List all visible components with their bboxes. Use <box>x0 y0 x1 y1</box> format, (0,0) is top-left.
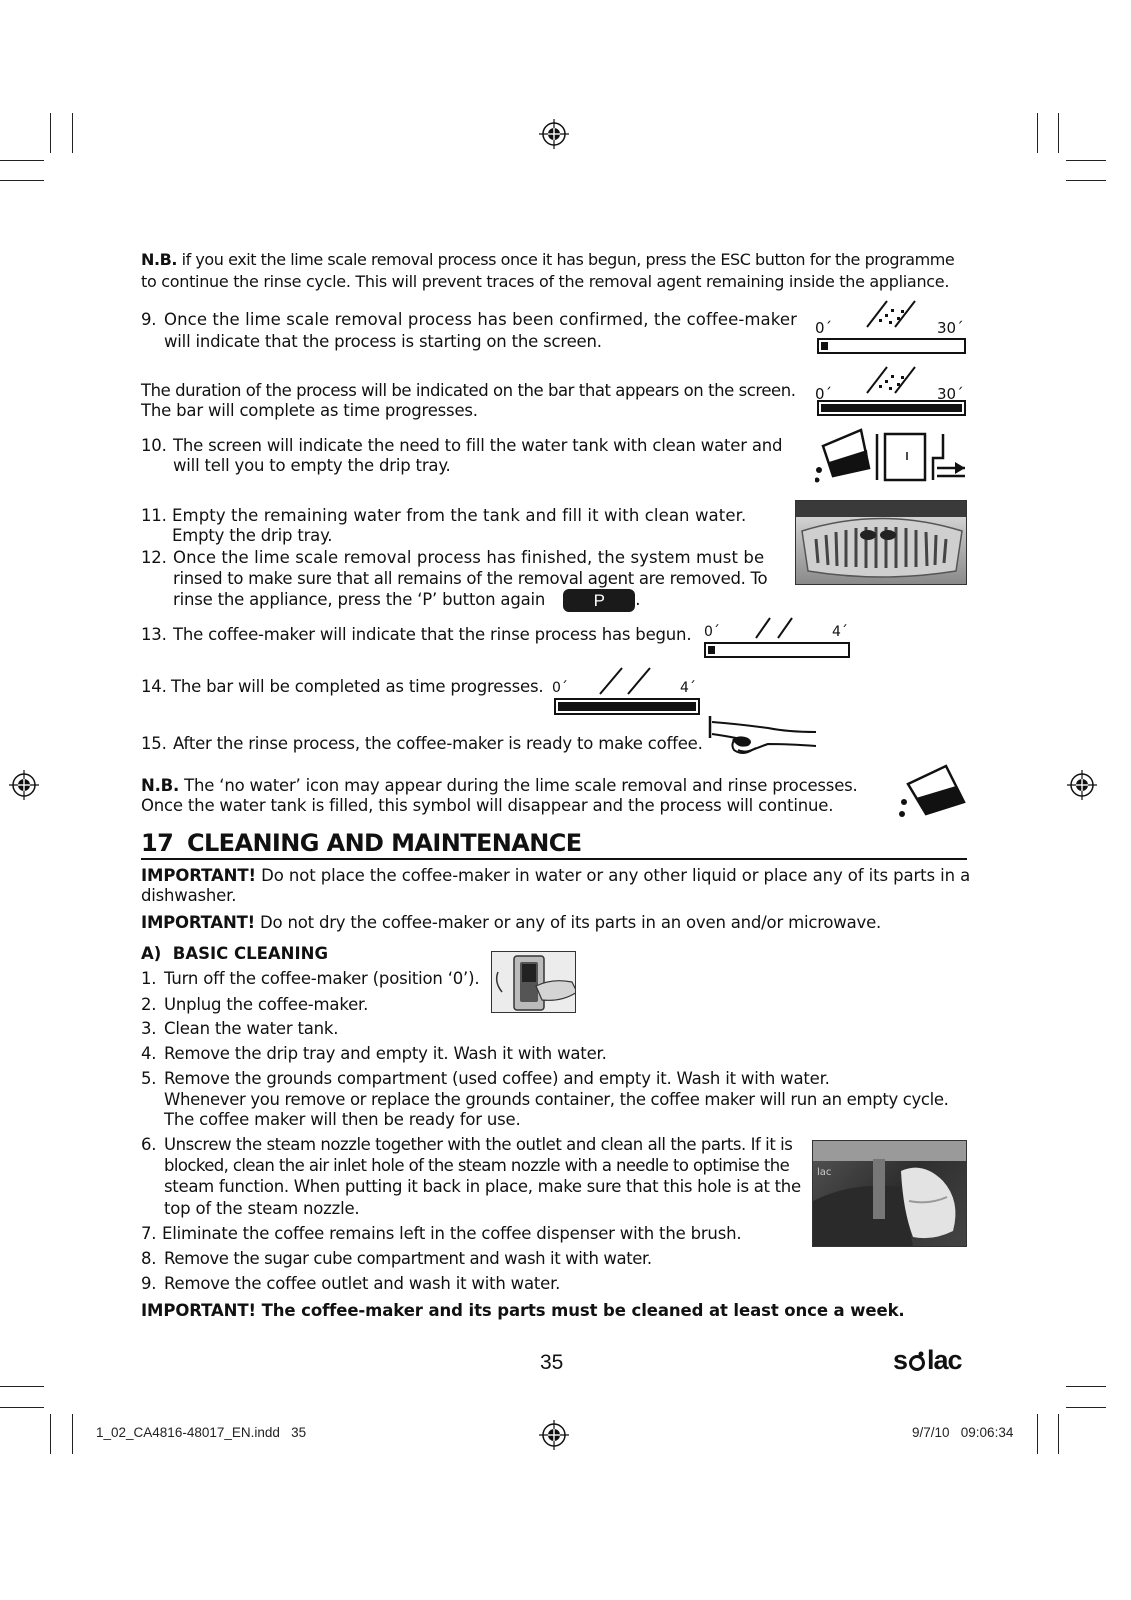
list-text: steam function. When putting it back in place, make sure that this hole is at the <box>164 1177 801 1196</box>
nb-text: The ‘no water’ icon may appear during the lime scale removal and rinse processes. <box>179 776 858 795</box>
step-text: Once the lime scale removal process has been confirmed, the coffee-maker <box>164 310 797 329</box>
section-title: CLEANING AND MAINTENANCE <box>186 829 582 857</box>
list-number: 2. <box>141 995 157 1014</box>
scale-start-label: 0´ <box>815 385 833 403</box>
important-text: Do not place the coffee-maker in water or any other liquid or place any of its parts in a <box>255 866 971 885</box>
footer-date: 9/7/10 09:06:34 <box>912 1425 1014 1440</box>
list-number: 7. <box>141 1224 157 1243</box>
water-tank-drip-tray-icon <box>815 428 967 484</box>
registration-mark-icon <box>539 119 569 149</box>
nb-top-line1 <box>141 249 954 270</box>
section-number: 17 <box>141 829 174 857</box>
list-text: Remove the grounds compartment (used coffee) and empty it. Wash it with water. <box>164 1069 830 1088</box>
important-text: Do not dry the coffee-maker or any of its parts in an oven and/or microwave. <box>254 913 882 932</box>
rinse-icon <box>704 614 852 642</box>
list-text: Remove the sugar cube compartment and wash it with water. <box>164 1249 652 1268</box>
list-text: Remove the drip tray and empty it. Wash it with water. <box>164 1044 607 1063</box>
no-water-icon <box>894 762 968 822</box>
step-number: 15. <box>141 734 167 753</box>
crop-mark <box>0 180 44 181</box>
list-text: Unscrew the steam nozzle together with the outlet and clean all the parts. If it is <box>164 1135 793 1154</box>
footer-file: 1_02_CA4816-48017_EN.indd 35 <box>96 1425 307 1440</box>
important-3: IMPORTANT! The coffee-maker and its parts must be cleaned at least once a week. <box>141 1301 905 1320</box>
important-1-line1 <box>141 865 970 886</box>
list-number: 9. <box>141 1274 157 1293</box>
crop-mark <box>72 1414 73 1454</box>
important-label: IMPORTANT! <box>141 913 255 932</box>
step-text: The bar will be completed as time progresses. <box>171 677 544 696</box>
progress-fill <box>821 342 828 350</box>
logo-o-icon <box>908 1350 926 1372</box>
step-text: The screen will indicate the need to fill the water tank with clean water and <box>173 436 783 455</box>
step-number: 13. <box>141 625 167 644</box>
step-text: rinse the appliance, press the ‘P’ button again <box>173 590 546 609</box>
list-text: blocked, clean the air inlet hole of the steam nozzle with a needle to optimise the <box>164 1156 790 1175</box>
nb-water-line1 <box>141 775 858 796</box>
basic-cleaning-title: A) BASIC CLEANING <box>141 944 328 963</box>
important-label: IMPORTANT! <box>141 866 256 885</box>
list-number: 8. <box>141 1249 157 1268</box>
list-text: top of the steam nozzle. <box>164 1199 360 1218</box>
crop-mark <box>0 160 44 161</box>
ready-hand-icon <box>708 714 818 764</box>
list-number: 5. <box>141 1069 157 1088</box>
step-text: The coffee-maker will indicate that the rinse process has begun. <box>173 625 692 644</box>
section-heading <box>141 829 582 857</box>
step-number: 12. <box>141 548 167 567</box>
list-text: The coffee maker will then be ready for use. <box>164 1110 521 1129</box>
crop-mark <box>1066 1407 1106 1408</box>
step-text: Empty the drip tray. <box>172 526 333 545</box>
rinse-icon <box>552 664 700 698</box>
step-text: After the rinse process, the coffee-maker is ready to make coffee. <box>173 734 703 753</box>
steam-nozzle-photo <box>812 1140 967 1247</box>
step-number: 14. <box>141 677 167 696</box>
scale-start-label: 0´ <box>815 319 833 337</box>
p-button[interactable]: P <box>563 589 635 612</box>
duration-text: The duration of the process will be indicated on the bar that appears on the screen. <box>141 381 796 400</box>
nb-label: N.B. <box>141 776 180 795</box>
crop-mark <box>0 1407 44 1408</box>
duration-text: The bar will complete as time progresses. <box>141 401 478 420</box>
power-switch-photo <box>491 951 576 1013</box>
nb-water-line2: Once the water tank is filled, this symbol will disappear and the process will continue. <box>141 796 834 815</box>
list-text: Turn off the coffee-maker (position ‘0’). <box>164 969 480 988</box>
progress-bar <box>704 642 850 658</box>
progress-fill <box>821 404 962 412</box>
progress-bar <box>817 338 966 354</box>
drip-tray-image <box>796 501 967 585</box>
progress-fill <box>558 702 696 711</box>
scale-end-label: 30´ <box>937 385 964 403</box>
list-text: Eliminate the coffee remains left in the coffee dispenser with the brush. <box>162 1224 742 1243</box>
progress-fill <box>708 646 715 654</box>
scale-start-label: 0´ <box>704 624 720 640</box>
step-text: Once the lime scale removal process has finished, the system must be <box>173 548 765 567</box>
step-number: 11. <box>141 506 167 525</box>
brand-watermark: lac <box>817 1167 832 1178</box>
crop-mark <box>50 1414 51 1454</box>
list-number: 4. <box>141 1044 157 1063</box>
drip-tray-photo <box>795 500 967 585</box>
descale-display-full <box>815 363 967 423</box>
crop-mark <box>1066 160 1106 161</box>
step-number: 10. <box>141 436 167 455</box>
step-text: Empty the remaining water from the tank and fill it with clean water. <box>172 506 747 525</box>
crop-mark <box>1066 180 1106 181</box>
list-text: Remove the coffee outlet and wash it with water. <box>164 1274 561 1293</box>
crop-mark <box>50 113 51 153</box>
power-switch-image <box>492 952 576 1013</box>
descale-display-start <box>815 297 967 357</box>
step-text: rinsed to make sure that all remains of the removal agent are removed. To <box>173 569 768 588</box>
page-number: 35 <box>540 1351 564 1374</box>
registration-mark-icon <box>1067 770 1097 800</box>
scale-end-label: 4´ <box>832 624 848 640</box>
crop-mark <box>1058 113 1059 153</box>
nb-top-line2: to continue the rinse cycle. This will prevent traces of the removal agent remaining inside the appliance. <box>141 272 950 291</box>
nb-label: N.B. <box>141 250 177 269</box>
brand-logo: s lac <box>893 1345 962 1375</box>
nb-text: if you exit the lime scale removal process once it has begun, press the ESC button for the programme <box>176 250 955 269</box>
progress-bar <box>554 698 700 715</box>
list-number: 3. <box>141 1019 157 1038</box>
period: . <box>635 590 641 609</box>
rinse-display-start <box>704 614 852 662</box>
progress-bar <box>817 400 966 416</box>
section-rule <box>141 858 967 860</box>
important-1-line2: dishwasher. <box>141 886 237 905</box>
steam-nozzle-image <box>813 1141 967 1247</box>
crop-mark <box>1037 1414 1038 1454</box>
scale-end-label: 30´ <box>937 319 964 337</box>
important-2 <box>141 912 881 933</box>
scale-start-label: 0´ <box>552 680 568 696</box>
list-text: Clean the water tank. <box>164 1019 339 1038</box>
scale-end-label: 4´ <box>680 680 696 696</box>
crop-mark <box>1058 1414 1059 1454</box>
step-text: will tell you to empty the drip tray. <box>173 456 451 475</box>
list-number: 6. <box>141 1135 157 1154</box>
registration-mark-icon <box>9 770 39 800</box>
rinse-display-full <box>552 664 700 716</box>
crop-mark <box>72 113 73 153</box>
crop-mark <box>0 1386 44 1387</box>
crop-mark <box>1066 1386 1106 1387</box>
step-text-line <box>173 589 640 612</box>
step-number: 9. <box>141 310 157 329</box>
crop-mark <box>1037 113 1038 153</box>
step-text: will indicate that the process is starting on the screen. <box>164 332 602 351</box>
list-text: Whenever you remove or replace the grounds container, the coffee maker will run an empty cycle. <box>164 1090 949 1109</box>
list-number: 1. <box>141 969 157 988</box>
list-text: Unplug the coffee-maker. <box>164 995 369 1014</box>
registration-mark-icon <box>539 1420 569 1450</box>
